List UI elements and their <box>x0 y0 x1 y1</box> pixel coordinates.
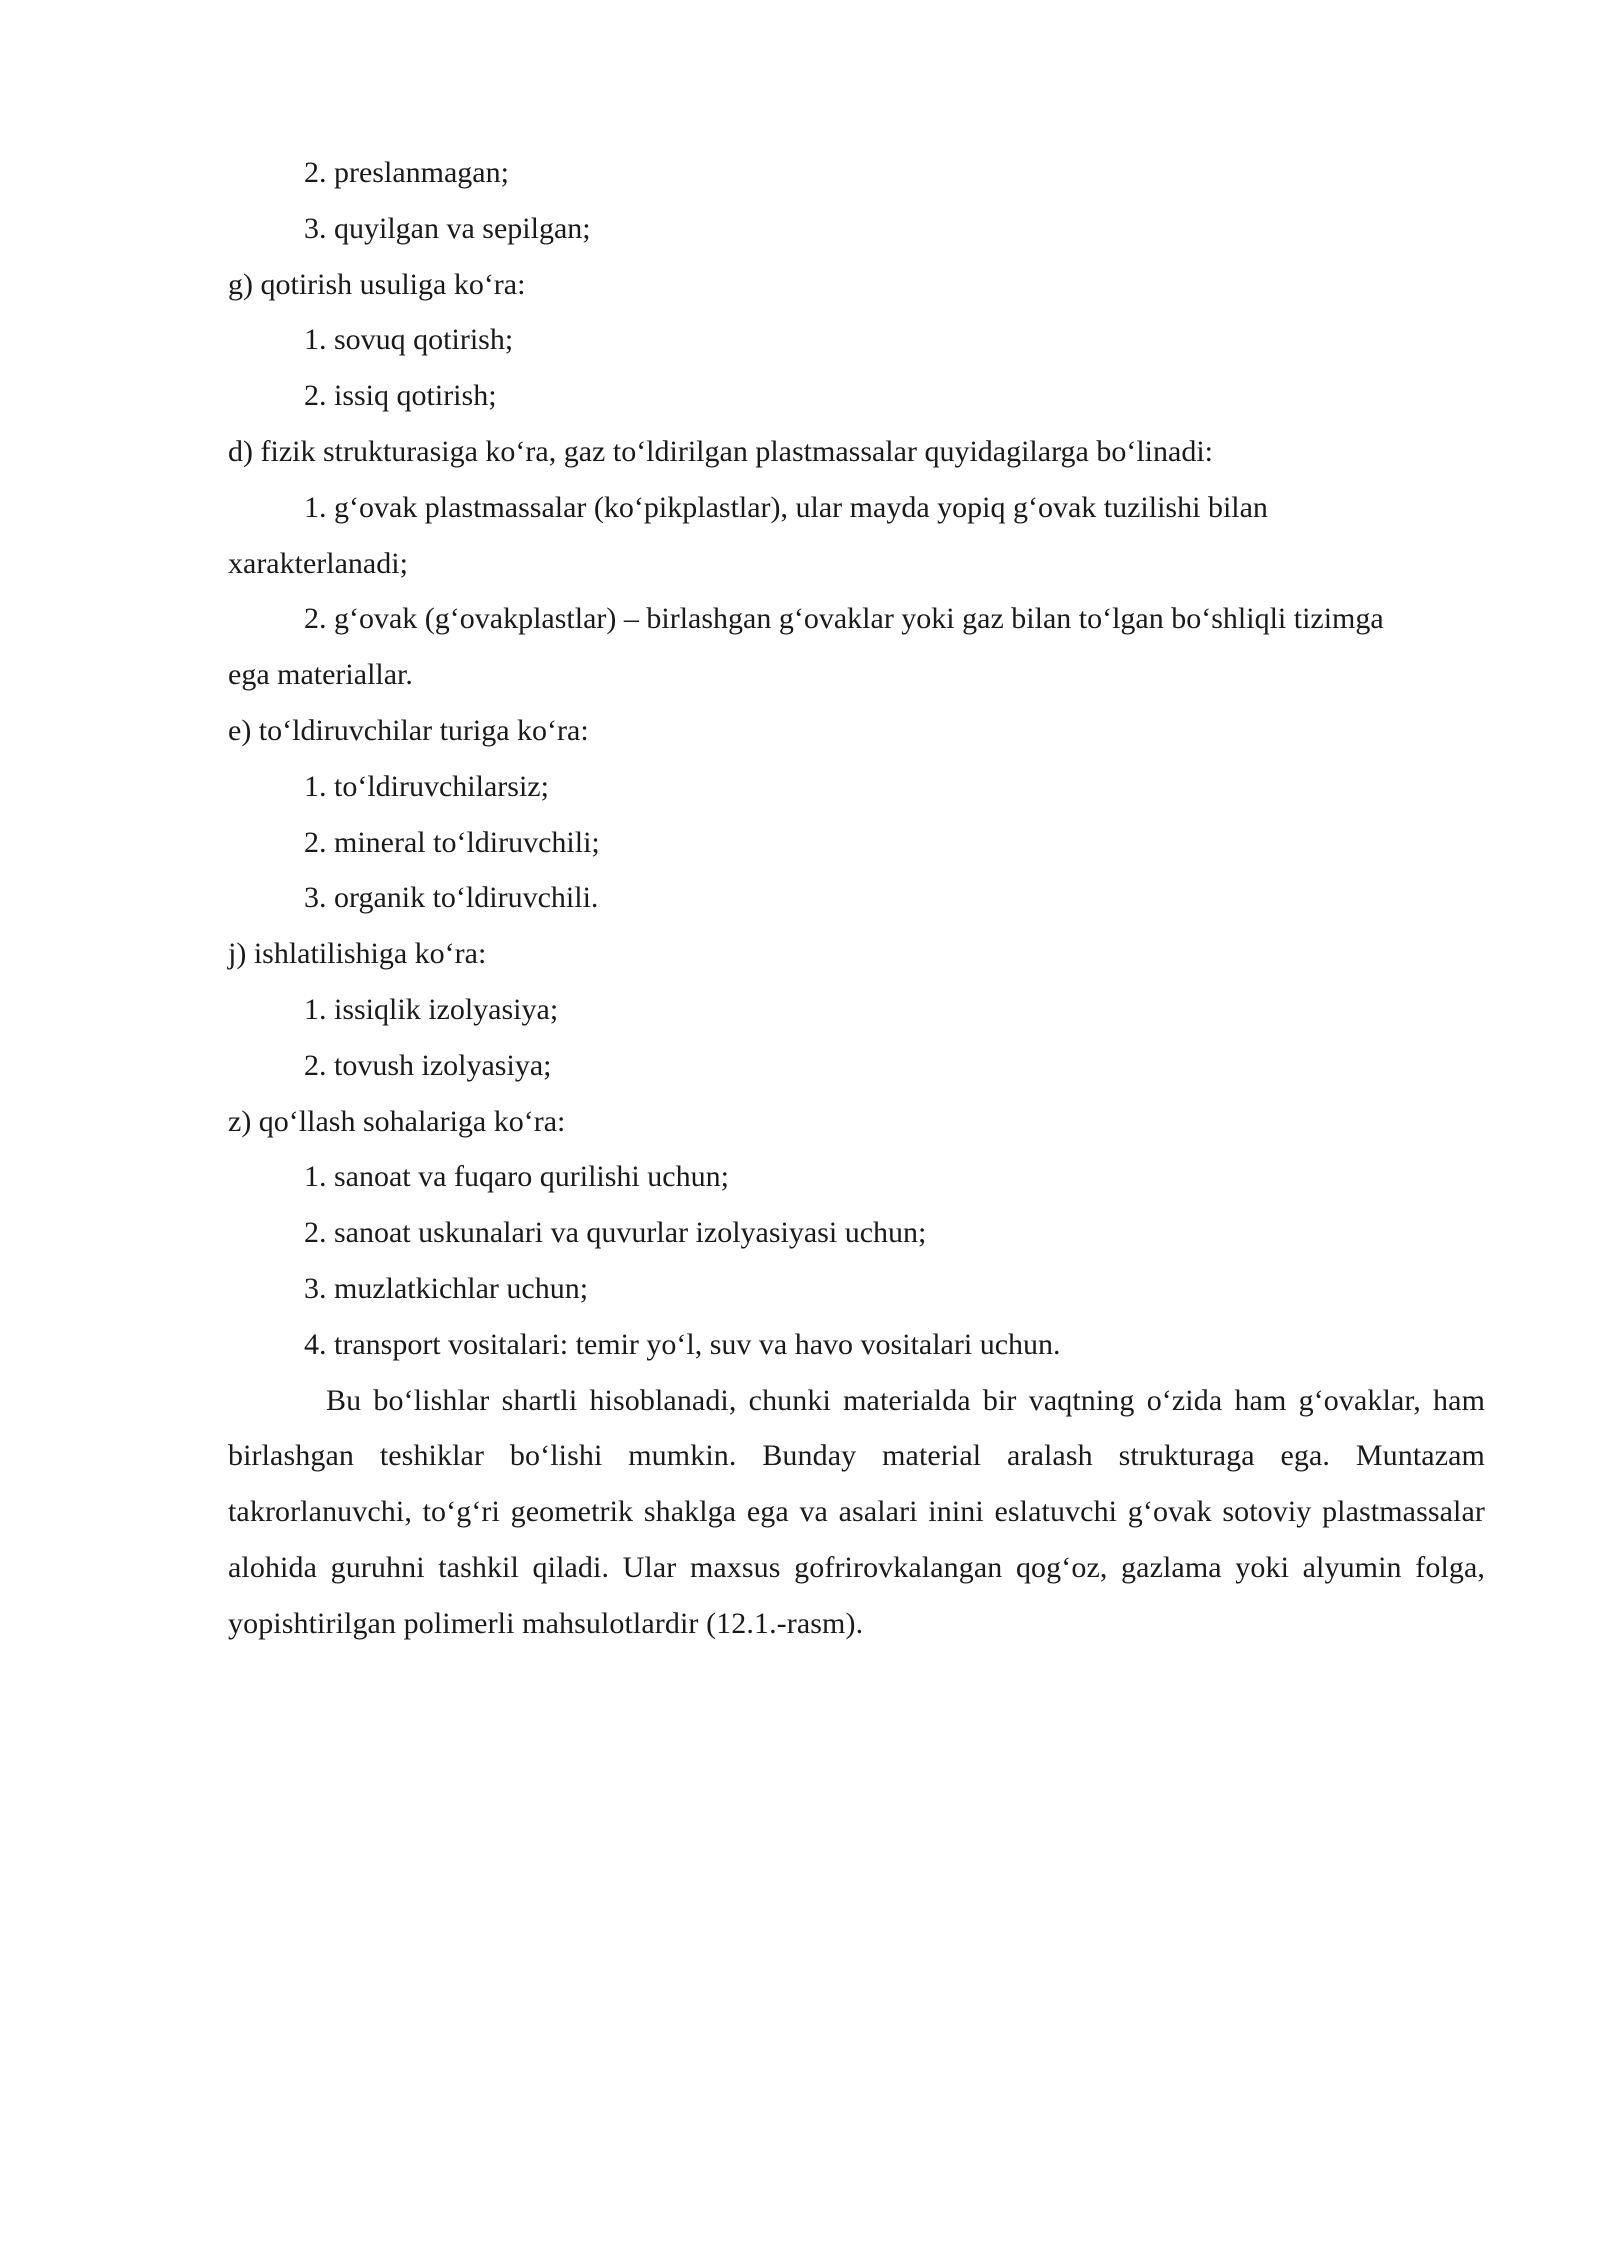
list-item: 1. to‘ldiruvchilarsiz; <box>304 769 549 803</box>
list-item: 2. preslanmagan; <box>304 156 509 189</box>
list-item: 4. transport vositalari: temir yo‘l, suv va havo vositalari uchun. <box>304 1327 1061 1361</box>
list-item: 3. quyilgan va sepilgan; <box>304 211 591 245</box>
section-heading: d) fizik strukturasiga ko‘ra, gaz to‘ldirilgan plastmassalar quyidagilarga bo‘linadi: <box>228 434 1213 468</box>
list-item: 3. organik to‘ldiruvchili. <box>304 881 599 915</box>
list-item: 2. sanoat uskunalari va quvurlar izolyasiyasi uchun; <box>304 1216 927 1250</box>
section-heading: e) to‘ldiruvchilar turiga ko‘ra: <box>228 713 589 747</box>
list-item: 1. issiqlik izolyasiya; <box>304 992 559 1026</box>
section-heading: g) qotirish usuliga ko‘ra: <box>228 267 526 301</box>
list-item: 3. muzlatkichlar uchun; <box>304 1271 589 1305</box>
list-item: 2. issiq qotirish; <box>304 379 497 413</box>
list-item: 1. sovuq qotirish; <box>304 323 514 357</box>
section-heading: j) ishlatilishiga ko‘ra: <box>228 937 487 971</box>
section-heading: z) qo‘llash sohalariga ko‘ra: <box>228 1104 566 1138</box>
body-paragraph: Bu bo‘lishlar shartli hisoblanadi, chunki materialda bir vaqtning o‘zida ham g‘ovaklar, ham birlashgan teshiklar bo‘lishi mumkin. Bunday material aralash strukturaga ega. Muntazam takrorlanuvchi, to‘g‘ri geometrik shaklga ega va asalari inini eslatuvchi g‘ovak sotoviy plastmassalar alohida guruhni tashkil qiladi. Ular maxsus gofrirovkalangan qog‘oz, gazlama yoki alyumin folga, yopishtirilgan polimerli mahsulotlardir (12.1.-rasm). <box>228 1383 1485 1640</box>
list-item-continuation: ega materiallar. <box>228 658 413 692</box>
list-item: 2. tovush izolyasiya; <box>304 1048 552 1082</box>
list-item: 1. g‘ovak plastmassalar (ko‘pikplastlar), ular mayda yopiq g‘ovak tuzilishi bilan <box>304 490 1268 524</box>
list-item-continuation: xarakterlanadi; <box>228 546 408 580</box>
list-item: 2. g‘ovak (g‘ovakplastlar) – birlashgan g‘ovaklar yoki gaz bilan to‘lgan bo‘shliqli tizimga <box>304 602 1384 636</box>
page-content <box>228 145 1485 1652</box>
list-item: 2. mineral to‘ldiruvchili; <box>304 825 600 859</box>
list-item: 1. sanoat va fuqaro qurilishi uchun; <box>304 1160 729 1194</box>
